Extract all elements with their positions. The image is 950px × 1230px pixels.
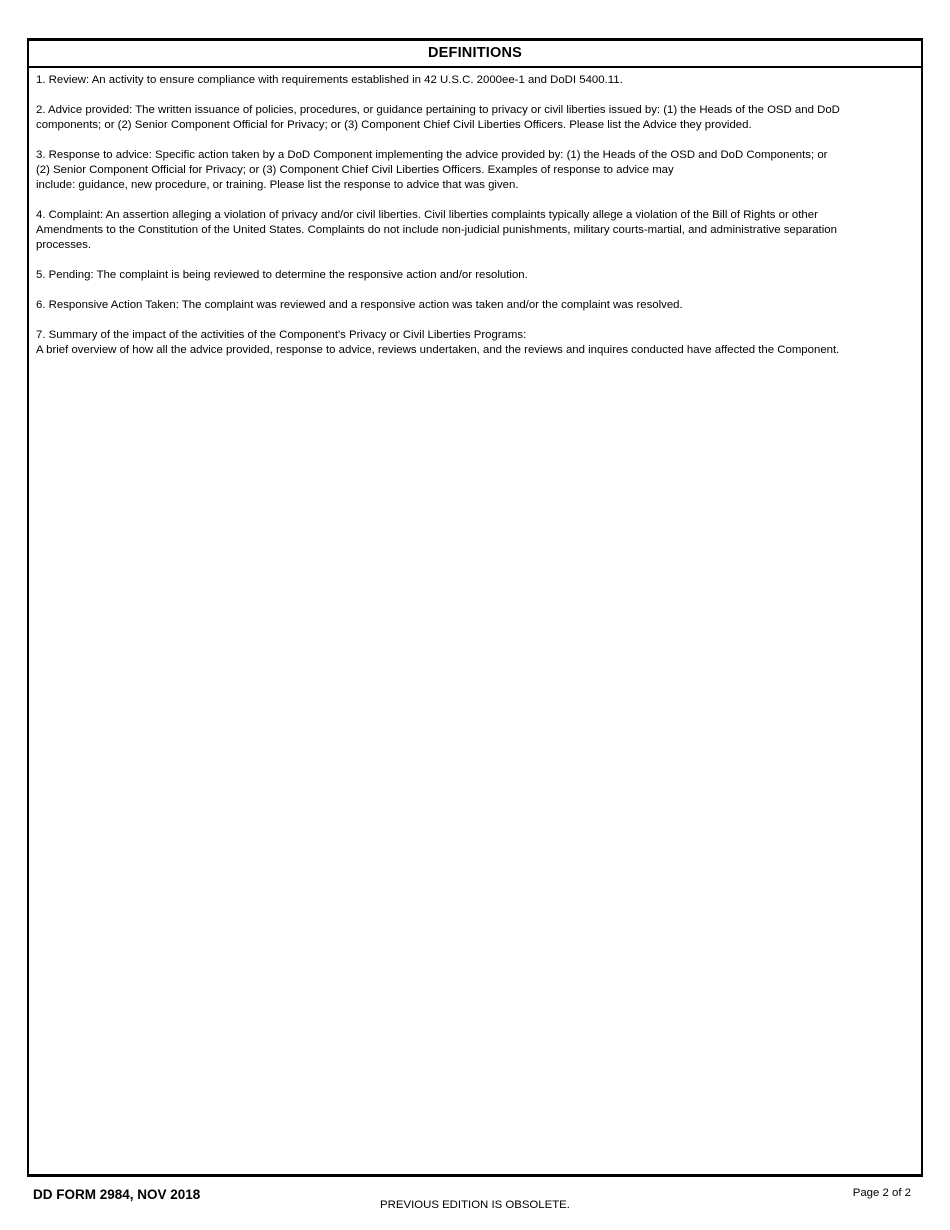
definition-complaint: 4. Complaint: An assertion alleging a violation of privacy and/or civil liberties. Civil liberties complaints typically allege a violation of the Bill of Rights or other Amendments to the Constitution of the United States. Complaints do not include non-judicial punishments, military courts-martial, and administrative separation processes. xyxy=(36,209,837,251)
section-title: DEFINITIONS xyxy=(29,41,921,68)
form-identifier: DD FORM 2984, NOV 2018 xyxy=(33,1187,201,1202)
definition-review: 1. Review: An activity to ensure compliance with requirements established in 42 U.S.C. 2000ee-1 and DoDI 5400.11. xyxy=(36,74,623,86)
definition-advice-provided: 2. Advice provided: The written issuance of policies, procedures, or guidance pertaining to privacy or civil liberties issued by: (1) the Heads of the OSD and DoD components; or (2) Senior Component Official for Privacy; or (3) Component Chief Civil Liberties Officers. Please list the Advice they provided. xyxy=(36,104,840,131)
definition-pending: 5. Pending: The complaint is being reviewed to determine the responsive action and/or resolution. xyxy=(36,269,528,281)
page-number: Page 2 of 2 xyxy=(852,1187,911,1199)
obsolete-notice: PREVIOUS EDITION IS OBSOLETE. xyxy=(380,1199,570,1211)
definition-responsive-action: 6. Responsive Action Taken: The complaint was reviewed and a responsive action was taken and/or the complaint was resolved. xyxy=(36,299,683,311)
definitions-form-frame xyxy=(27,38,923,1177)
definitions-list xyxy=(29,68,921,358)
definition-summary-of-impact: 7. Summary of the impact of the activities of the Component's Privacy or Civil Liberties Programs: A brief overview of how all the advice provided, response to advice, reviews undertaken, and the reviews and inquires conducted have affected the Component. xyxy=(36,329,840,356)
definition-response-to-advice: 3. Response to advice: Specific action taken by a DoD Component implementing the advice provided by: (1) the Heads of the OSD and DoD Components; or (2) Senior Component Official for Privacy; or (3) Component Chief Civil Liberties Officers. Examples of response to advice may include: guidance, new procedure, or training. Please list the response to advice that was given. xyxy=(36,149,828,191)
